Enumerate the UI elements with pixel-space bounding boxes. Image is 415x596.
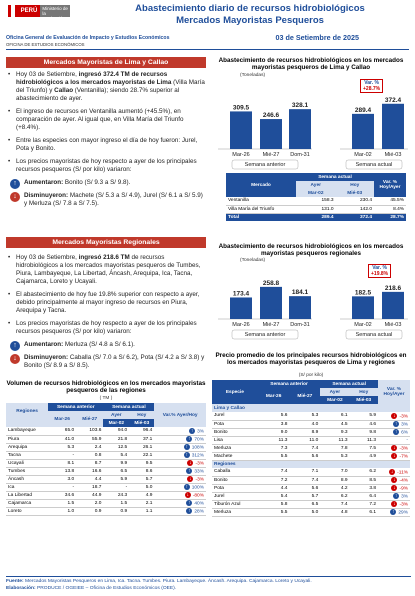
bar xyxy=(352,114,374,149)
region-var: ↓ -80% xyxy=(154,491,206,499)
category-label: Mar-02 xyxy=(354,152,372,158)
footer xyxy=(6,576,411,592)
lima-bullet-1: • Hoy 03 de Setiembre, ingresó 372.4 TM de recursos hidrobiológicos a los mercados mayoristas de Lima (Villa María del Triunfo) y Callao (Ventanilla); siendo 28.7% superior al abastecimiento de ayer. xyxy=(6,71,206,103)
region-value: 44.9 xyxy=(76,491,103,499)
arrow-up-icon: ↑ xyxy=(394,420,398,427)
price-var: ↓ -3% xyxy=(378,412,410,420)
region-name: Lambayeque xyxy=(6,427,48,435)
footer-credits: Elaboración: PRODUCE / OGEIEE – Oficina de Estudios Económicos (OEE). xyxy=(6,585,177,591)
regional-table-title: Volumen de recursos hidrobiológicos en los mercados mayoristas pesqueros de las regiones xyxy=(6,380,206,394)
region-value: 41.0 xyxy=(48,435,76,443)
region-value: 1.0 xyxy=(48,507,76,515)
price-row xyxy=(212,500,410,508)
category-label: Mar-26 xyxy=(232,322,250,328)
region-value: 2.4 xyxy=(76,443,103,451)
bar xyxy=(382,104,404,149)
header xyxy=(0,0,415,50)
arrow-up-icon: ↑ xyxy=(190,427,194,434)
species-name: Lisa xyxy=(212,436,258,444)
chart1-title: Abastecimiento de recursos hidrobiológicos en los mercados mayoristas pesqueros de Lima y Callao xyxy=(218,57,404,71)
price-row xyxy=(212,412,410,420)
species-name: Machete xyxy=(212,452,258,460)
logo-country: PERÚ xyxy=(18,5,41,17)
region-value: 1.5 xyxy=(103,499,129,507)
region-value: 2.1 xyxy=(129,499,154,507)
region-name: Áncash xyxy=(6,475,48,483)
region-name: La Libertad xyxy=(6,491,48,499)
region-value: 13.8 xyxy=(48,467,76,475)
region-value: 6.5 xyxy=(103,467,129,475)
bar xyxy=(230,297,252,319)
col-d1: Mar-26 xyxy=(48,411,76,427)
price-row xyxy=(212,428,410,436)
price-value: 7.8 xyxy=(320,444,349,452)
bar-value-label: 246.6 xyxy=(262,112,280,120)
price-value: 4.0 xyxy=(289,420,320,428)
arrow-up-icon: ↑ xyxy=(185,483,188,490)
bar-value-label: 173.4 xyxy=(232,290,250,298)
lima-price-down: ↓ Disminuyeron: Machete (S/ 5.3 a S/ 4.9), Jurel (S/ 6.1 a S/ 5.9) y Merluza (S/ 7.8 a S/ 7.5). xyxy=(10,192,206,208)
region-row xyxy=(6,491,206,499)
logo-ministry: Ministerio de la Producción xyxy=(40,5,70,17)
arrow-down-icon: ↓ xyxy=(186,491,190,498)
region-name: Tumbes xyxy=(6,467,48,475)
price-row xyxy=(212,452,410,460)
price-row xyxy=(212,476,410,484)
region-value: 21.8 xyxy=(103,435,129,443)
price-var: ↓ -3% xyxy=(378,500,410,508)
bar-value-label: 309.5 xyxy=(232,104,250,112)
price-value: 11.3 xyxy=(320,436,349,444)
arrow-down-icon: ↓ xyxy=(189,459,192,466)
region-value: 37.1 xyxy=(129,435,154,443)
region-var: ↑ 70% xyxy=(154,435,206,443)
price-value: 11.3 xyxy=(350,436,378,444)
price-value: 5.6 xyxy=(258,412,290,420)
group-label-curr: Semana actual xyxy=(355,332,393,338)
region-var: ↑ 312% xyxy=(154,451,206,459)
col-mercado: Mercado xyxy=(226,173,296,197)
category-label: Mar-02 xyxy=(354,322,372,328)
region-value: 5.0 xyxy=(129,483,154,491)
arrow-up-icon: ↑ xyxy=(10,341,20,351)
price-value: 8.9 xyxy=(320,476,349,484)
species-name: Caballa xyxy=(212,468,258,476)
bar-value-label: 184.1 xyxy=(291,289,309,297)
region-row xyxy=(6,451,206,459)
chart2-var-badge: Var. % +19.8% xyxy=(368,264,391,278)
price-value: 7.0 xyxy=(320,468,349,476)
price-value: 5.3 xyxy=(289,412,320,420)
region-value: 4.9 xyxy=(129,491,154,499)
species-name: Bonito xyxy=(212,428,258,436)
bar xyxy=(352,296,374,319)
price-var: ↓ -11% xyxy=(378,468,410,476)
price-value: 7.4 xyxy=(258,468,290,476)
price-row xyxy=(212,484,410,492)
region-row xyxy=(6,459,206,467)
category-label: Mar-26 xyxy=(232,152,250,158)
region-value: 34.6 xyxy=(48,491,76,499)
region-value: 24.3 xyxy=(103,491,129,499)
price-var: ↑ 3% xyxy=(378,492,410,500)
region-row xyxy=(6,483,206,491)
chart1-var-badge: Var. % +28.7% xyxy=(360,79,383,93)
region-value: 8.7 xyxy=(76,459,103,467)
price-value: 6.1 xyxy=(350,508,378,516)
price-var: ↑ 29% xyxy=(378,508,410,516)
region-value: - xyxy=(48,451,76,459)
price-row xyxy=(212,420,410,428)
col-sem-actual: Semana actual xyxy=(103,403,154,411)
price-var: ↓ -4% xyxy=(378,476,410,484)
price-value: 9.3 xyxy=(320,428,349,436)
region-value: 103.6 xyxy=(76,427,103,435)
price-value: 7.2 xyxy=(350,500,378,508)
price-value: 6.5 xyxy=(289,500,320,508)
region-value: 9.5 xyxy=(129,459,154,467)
arrow-up-icon: ↑ xyxy=(10,179,20,189)
col-regiones: Regiones xyxy=(6,403,48,419)
price-value: 11.0 xyxy=(289,436,320,444)
region-var: ↑ 33% xyxy=(154,467,206,475)
arrow-up-icon: ↑ xyxy=(394,492,398,499)
region-name: Cajamarca xyxy=(6,499,48,507)
region-value: 22.1 xyxy=(129,451,154,459)
bar-value-label: 328.1 xyxy=(291,102,309,110)
col-especie: Especie xyxy=(212,380,258,404)
region-name: Arequipa xyxy=(6,443,48,451)
price-value: 8.9 xyxy=(289,428,320,436)
page-title: Abastecimiento diario de recursos hidrobiológicos xyxy=(135,3,365,14)
section-title-regional: Mercados Mayoristas Regionales xyxy=(6,237,206,248)
arrow-up-icon: ↑ xyxy=(188,507,191,514)
office-subname: OFICINA DE ESTUDIOS ECONÓMICOS xyxy=(6,42,85,47)
chart2-var-value: +19.8% xyxy=(371,271,389,277)
flag-icon xyxy=(8,5,18,17)
header-divider xyxy=(6,49,409,50)
reg-price-down: ↓ Disminuyeron: Caballa (S/ 7.0 a S/ 6.2), Pota (S/ 4.2 a S/ 3.8) y Bonito (S/ 8.9 a S/ 8.5). xyxy=(10,354,206,370)
col-sem-anterior: Semana anterior xyxy=(258,380,320,388)
price-value: 5.4 xyxy=(258,492,290,500)
lima-summary xyxy=(6,71,206,213)
arrow-down-icon: ↓ xyxy=(10,192,20,202)
bar xyxy=(230,111,252,149)
price-group-header: Regiones xyxy=(212,460,410,468)
regional-summary xyxy=(6,254,206,375)
col-sem-actual: Semana actual xyxy=(320,380,378,388)
regional-table-unit: ( TM ) xyxy=(99,396,113,401)
region-value: 9.9 xyxy=(103,459,129,467)
region-value: 26.1 xyxy=(129,443,154,451)
region-value: 94.0 xyxy=(103,427,129,435)
region-name: Ica xyxy=(6,483,48,491)
region-var: ↑ 28% xyxy=(154,507,206,515)
arrow-up-icon: ↑ xyxy=(185,443,188,450)
price-var: ↓ -3% xyxy=(378,444,410,452)
region-row xyxy=(6,435,206,443)
price-value: 7.4 xyxy=(289,476,320,484)
price-var: ↓ -7% xyxy=(378,452,410,460)
arrow-down-icon: ↓ xyxy=(393,452,396,459)
col-sem-anterior: Semana anterior xyxy=(48,403,103,411)
bar xyxy=(260,287,282,319)
arrow-up-icon: ↑ xyxy=(394,428,398,435)
price-group-header: Lima y Callao xyxy=(212,404,410,412)
col-var: Var. % Hoy/Ayer xyxy=(378,380,410,404)
reg-price-up: ↑ Aumentaron: Merluza (S/ 4.8 a S/ 6.1). xyxy=(10,341,206,349)
price-value: 4.4 xyxy=(258,484,290,492)
report-date: 03 de Setiembre de 2025 xyxy=(275,33,359,42)
region-value: 4.4 xyxy=(76,475,103,483)
bar xyxy=(289,296,311,319)
group-label-prev: Semana anterior xyxy=(244,162,286,168)
price-value: 5.9 xyxy=(350,412,378,420)
region-var: ↓ -3% xyxy=(154,459,206,467)
region-value: 65.0 xyxy=(48,427,76,435)
price-value: 4.5 xyxy=(320,420,349,428)
price-value: 5.8 xyxy=(258,500,290,508)
region-value: 1.1 xyxy=(129,507,154,515)
price-value: 4.2 xyxy=(320,484,349,492)
price-value: 6.1 xyxy=(320,412,349,420)
price-value: 9.0 xyxy=(258,428,290,436)
species-name: Pota xyxy=(212,420,258,428)
price-value: 4.8 xyxy=(320,508,349,516)
price-value: 7.5 xyxy=(350,444,378,452)
chart1-supply-lima xyxy=(212,80,410,175)
region-var: ↑ 3% xyxy=(154,427,206,435)
chart1-var-value: +28.7% xyxy=(363,86,381,92)
bar xyxy=(260,119,282,149)
arrow-down-icon: ↓ xyxy=(189,475,192,482)
region-value: 12.5 xyxy=(103,443,129,451)
chart2-supply-regional xyxy=(212,265,410,345)
price-var: ↑ 3% xyxy=(378,420,410,428)
price-value: 3.8 xyxy=(350,484,378,492)
region-value: 55.9 xyxy=(76,435,103,443)
region-var: ↑ 40% xyxy=(154,499,206,507)
species-name: Tiburón Azul xyxy=(212,500,258,508)
lima-bullet-3: • Entre las especies con mayor ingreso el día de hoy fueron: Jurel, Pota y Bonito. xyxy=(6,137,206,153)
price-value: 7.1 xyxy=(289,468,320,476)
regional-volume-table xyxy=(6,403,206,516)
market-row: Villa María del Triunfo 131.0 142.0 8.4% xyxy=(228,206,404,212)
arrow-down-icon: ↓ xyxy=(393,444,396,451)
price-value: 6.2 xyxy=(320,492,349,500)
species-name: Bonito xyxy=(212,476,258,484)
region-value: - xyxy=(48,483,76,491)
bar xyxy=(289,109,311,149)
category-label: Dom-31 xyxy=(290,322,310,328)
col-var: Var.% Ayer/Hoy xyxy=(154,403,206,427)
price-row xyxy=(212,436,410,444)
species-name: Pota xyxy=(212,484,258,492)
price-var: ↑ 6% xyxy=(378,428,410,436)
market-total-row: Total 289.4 372.4 28.7% xyxy=(228,214,404,220)
arrow-up-icon: ↑ xyxy=(188,499,191,506)
category-label: Mié-27 xyxy=(262,152,280,158)
col-var: Var. % Hoy/Ayer xyxy=(374,173,406,197)
price-row xyxy=(212,492,410,500)
price-value: 8.5 xyxy=(350,476,378,484)
region-value: 5.9 xyxy=(103,475,129,483)
price-value: 5.6 xyxy=(289,452,320,460)
arrow-down-icon: ↓ xyxy=(393,412,396,419)
price-value: 7.4 xyxy=(289,444,320,452)
price-value: 4.9 xyxy=(350,452,378,460)
region-value: - xyxy=(103,483,129,491)
price-value: 5.7 xyxy=(289,492,320,500)
bar-value-label: 372.4 xyxy=(384,96,402,104)
price-var: ↓ -9% xyxy=(378,484,410,492)
region-value: 5.4 xyxy=(103,451,129,459)
bar-value-label: 182.5 xyxy=(354,289,372,297)
region-value: 5.3 xyxy=(48,443,76,451)
lima-bullet-2: • El ingreso de recursos en Ventanilla aumentó (+45.5%), en comparación de ayer. Al igual que, en Villa María del Triunfo (+8.4%). xyxy=(6,108,206,132)
region-value: 16.6 xyxy=(76,467,103,475)
arrow-up-icon: ↑ xyxy=(188,435,191,442)
region-value: 18.7 xyxy=(76,483,103,491)
region-name: Piura xyxy=(6,435,48,443)
group-label-prev: Semana anterior xyxy=(244,332,286,338)
bar-value-label: 289.4 xyxy=(354,106,372,114)
region-value: 5.7 xyxy=(129,475,154,483)
arrow-down-icon: ↓ xyxy=(10,354,20,364)
arrow-down-icon: ↓ xyxy=(393,500,396,507)
lima-price-up: ↑ Aumentaron: Bonito (S/ 9.3 a S/ 9.8). xyxy=(10,179,206,187)
reg-bullet-3: • Los precios mayoristas de hoy respecto a ayer de los principales recursos pesqueros (S/ por kilo) variaron: xyxy=(6,320,206,336)
col-semana-actual: Semana actual xyxy=(296,173,374,181)
category-label: Mié-03 xyxy=(384,152,402,158)
reg-bullet-2: • El abastecimiento de hoy fue 19.8% superior con respecto a ayer, debido principalmente al mayor ingreso de recursos en Piura, Arequipa y Tacna. xyxy=(6,291,206,315)
price-table: Especie Semana anterior Semana actual Var. % Hoy/Ayer Mar-26 Mié-27 Ayer Hoy Mar-02 Mié-03 Lima y Callao Jurel 5.6 5.3 6.1 5.9 ↓ -3% Pota 3.8 4.0 4.5 4.6 ↑ 3% Bonito 9.0 8.9 9.3 9.8 ↑ 6% Lisa 11.3 11.0 11.3 11.3 - Merluza 7.3 7.4 7.8 7.5 ↓ -3% Machete 5.5 5.6 5.3 4.9 ↓ -7% Regiones Caballa 7.4 7.1 7.0 6.2 ↓ -11% Bonito 7.2 7.4 8.9 8.5 ↓ -4% Pota 4.4 5.6 4.2 3.8 ↓ -9% Jurel 5.4 5.7 6.2 6.4 ↑ 3% Tiburón Azul 5.8 6.5 7.4 7.2 ↓ -3% Merluza 5.5 5.0 4.8 6.1 ↑ 29% xyxy=(214,381,408,516)
region-name: Ucayali xyxy=(6,459,48,467)
lima-bullet-4: • Los precios mayoristas de hoy respecto a ayer de los principales recursos pesqueros (S/ por kilo) variaron: xyxy=(6,158,206,174)
region-row xyxy=(6,475,206,483)
arrow-up-icon: ↑ xyxy=(392,508,395,515)
region-var: ↑ 108% xyxy=(154,443,206,451)
region-row xyxy=(6,427,206,435)
price-table-title: Precio promedio de los principales recursos hidrobiológicos en los mercados mayoristas pesqueros de Lima y regiones xyxy=(215,352,407,366)
region-value: 0.9 xyxy=(76,507,103,515)
price-value: 3.8 xyxy=(258,420,290,428)
region-value: 3.0 xyxy=(48,475,76,483)
price-row xyxy=(212,444,410,452)
arrow-down-icon: ↓ xyxy=(390,468,394,475)
price-value: 7.4 xyxy=(320,500,349,508)
region-value: 0.9 xyxy=(103,507,129,515)
region-name: Tacna xyxy=(6,451,48,459)
region-value: 1.5 xyxy=(48,499,76,507)
price-value: 5.6 xyxy=(289,484,320,492)
region-var: ↓ -3% xyxy=(154,475,206,483)
category-label: Mié-03 xyxy=(384,322,402,328)
price-value: 6.2 xyxy=(350,468,378,476)
col-ayer: Ayer xyxy=(103,411,129,419)
bar xyxy=(382,292,404,319)
page-subtitle: Mercados Mayoristas Pesqueros xyxy=(176,15,324,26)
species-name: Jurel xyxy=(212,412,258,420)
region-value: 0.8 xyxy=(76,451,103,459)
arrow-up-icon: ↑ xyxy=(188,467,191,474)
reg-bullet-1: • Hoy 03 de Setiembre, ingresó 218.6 TM de recursos hidrobiológicos a los mercados mayoristas pesqueros de Tumbes, Piura, Lambayeque, La Libertad, Áncash, Arequipa, Ica, Tacna, Cajamarca, Loreto y Ucayali. xyxy=(6,254,206,286)
price-value: 4.6 xyxy=(350,420,378,428)
chart1-unit: (Toneladas) xyxy=(240,73,266,78)
region-value: 96.4 xyxy=(129,427,154,435)
price-row xyxy=(212,508,410,516)
bar-value-label: 258.8 xyxy=(262,279,280,287)
chart2-unit: (Toneladas) xyxy=(240,258,266,263)
chart2-title: Abastecimiento de recursos hidrobiológicos en los mercados mayoristas pesqueros regionales xyxy=(218,243,404,257)
category-label: Dom-31 xyxy=(290,152,310,158)
market-row: Ventanilla 158.3 230.4 45.5% xyxy=(228,198,404,204)
species-name: Merluza xyxy=(212,444,258,452)
col-d4: Mié-03 xyxy=(129,419,154,427)
region-row xyxy=(6,443,206,451)
price-value: 5.3 xyxy=(320,452,349,460)
price-value: 11.3 xyxy=(258,436,290,444)
region-value: 8.1 xyxy=(48,459,76,467)
region-row xyxy=(6,499,206,507)
region-value: 8.6 xyxy=(129,467,154,475)
price-value: 5.5 xyxy=(258,452,290,460)
price-var: - xyxy=(378,436,410,444)
region-row xyxy=(6,467,206,475)
section-title-lima: Mercados Mayoristas de Lima y Callao xyxy=(6,57,206,68)
arrow-up-icon: ↑ xyxy=(185,451,188,458)
price-value: 7.3 xyxy=(258,444,290,452)
region-value: 2.0 xyxy=(76,499,103,507)
bar-value-label: 218.6 xyxy=(384,284,402,292)
price-row xyxy=(212,468,410,476)
col-d3: Mar-02 xyxy=(103,419,129,427)
price-value: 5.0 xyxy=(289,508,320,516)
col-d2: Mié-27 xyxy=(76,411,103,427)
col-hoy: Hoy xyxy=(129,411,154,419)
price-value: 9.8 xyxy=(350,428,378,436)
market-table: Mercado Semana actual Var. % Hoy/Ayer Ayer Hoy Mar-02 Mié-03 Ventanilla 158.3 230.4 45.5% Villa María del Triunfo 131.0 142.0 8.4% Total 289.4 372.4 28.7% xyxy=(228,174,404,220)
region-var: ↑ 100% xyxy=(154,483,206,491)
price-value: 5.5 xyxy=(258,508,290,516)
category-label: Mié-27 xyxy=(262,322,280,328)
price-table-unit: (S/ por kilo) xyxy=(298,373,324,378)
arrow-down-icon: ↓ xyxy=(393,476,396,483)
species-name: Jurel xyxy=(212,492,258,500)
ministry-logo xyxy=(8,4,70,21)
group-label-curr: Semana actual xyxy=(355,162,393,168)
price-value: 6.4 xyxy=(350,492,378,500)
region-row xyxy=(6,507,206,515)
region-name: Loreto xyxy=(6,507,48,515)
price-value: 7.2 xyxy=(258,476,290,484)
arrow-down-icon: ↓ xyxy=(393,484,396,491)
office-name: Oficina General de Evaluación de Impacto y Estudios Económicos xyxy=(6,35,170,41)
species-name: Merluza xyxy=(212,508,258,516)
footer-source: Fuente: Mercados Mayoristas Pesqueros en Lima, Ica. Tacna. Tumbes. Piura. Lambayeque. Áncash. Arequipa. Cajamarca. Loreto y Ucayali. xyxy=(6,579,312,584)
